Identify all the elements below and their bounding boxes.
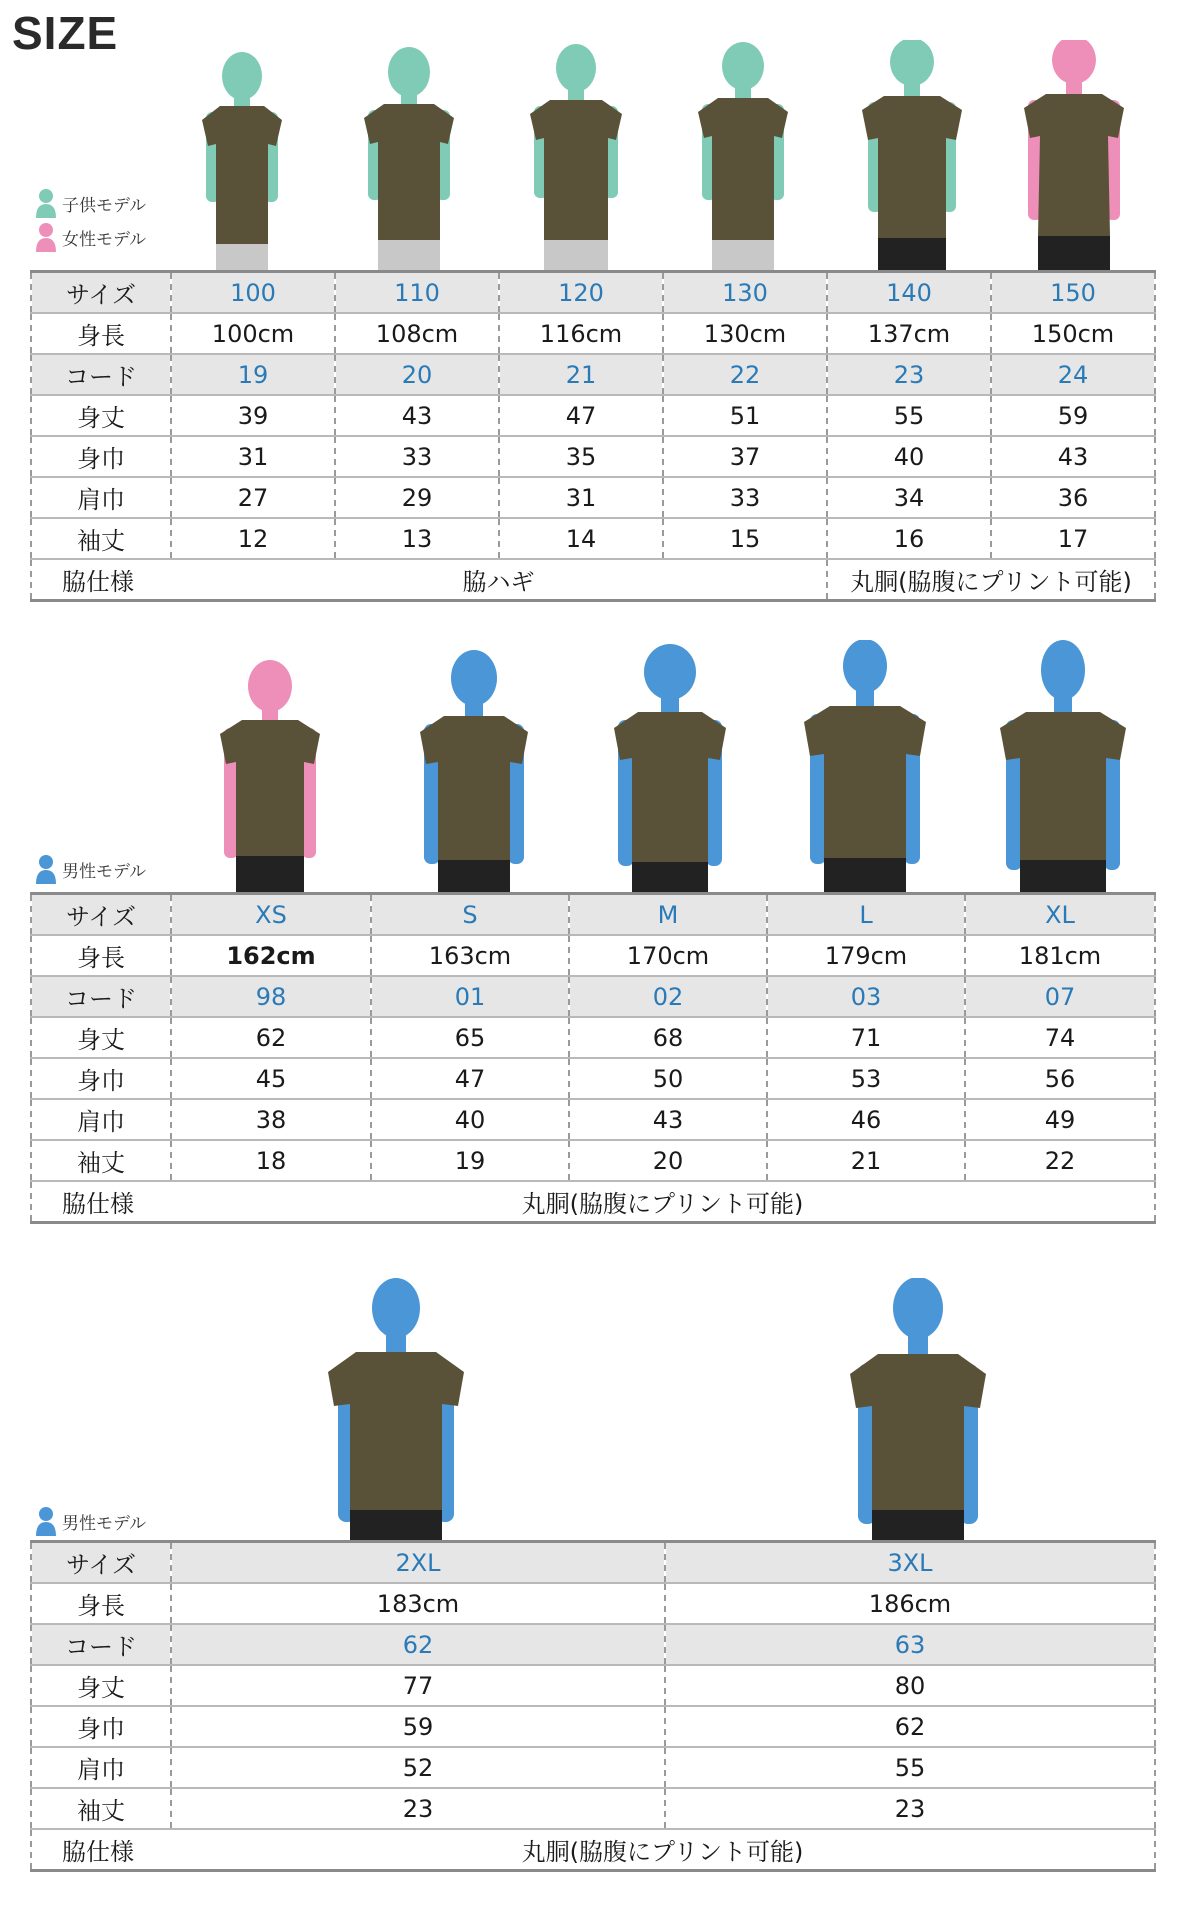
- legend-male-label: 男性モデル: [62, 861, 147, 882]
- table-row-side: [31, 1829, 1155, 1871]
- width-cell: 40: [827, 436, 991, 477]
- size-table-large: [30, 1540, 1156, 1872]
- code-cell: 19: [171, 354, 335, 395]
- legend-kid-label: 子供モデル: [62, 195, 147, 216]
- shoulder-cell: 40: [371, 1099, 569, 1140]
- size-cell: L: [767, 894, 965, 936]
- size-cell: 140: [827, 272, 991, 314]
- height-cell: 100cm: [171, 313, 335, 354]
- sleeve-cell: 13: [335, 518, 499, 559]
- model-figure-140: [860, 40, 964, 270]
- shoulder-cell: 36: [991, 477, 1155, 518]
- table-row-size: [31, 1542, 1155, 1584]
- row-label-sleeve: 袖丈: [31, 1788, 171, 1829]
- shoulder-cell: 43: [569, 1099, 767, 1140]
- row-label-shoulder: 肩巾: [31, 1099, 171, 1140]
- sleeve-cell: 22: [965, 1140, 1155, 1181]
- row-label-width: 身巾: [31, 1706, 171, 1747]
- width-cell: 43: [991, 436, 1155, 477]
- shoulder-cell: 29: [335, 477, 499, 518]
- row-label-length: 身丈: [31, 1665, 171, 1706]
- height-cell: 179cm: [767, 935, 965, 976]
- table-row-side: [31, 559, 1155, 601]
- length-cell: 59: [991, 395, 1155, 436]
- height-cell: 137cm: [827, 313, 991, 354]
- width-cell: 53: [767, 1058, 965, 1099]
- row-label-code: コード: [31, 1624, 171, 1665]
- side-spec: 丸胴(脇腹にプリント可能): [171, 1829, 1155, 1871]
- size-cell: 3XL: [665, 1542, 1155, 1584]
- table-row-shoulder: [31, 1747, 1155, 1788]
- row-label-length: 身丈: [31, 1017, 171, 1058]
- height-cell: 170cm: [569, 935, 767, 976]
- table-row-shoulder: [31, 1099, 1155, 1140]
- side-spec: 丸胴(脇腹にプリント可能): [171, 1181, 1155, 1223]
- model-figure-XL: [998, 640, 1128, 892]
- size-table-adult: [30, 892, 1156, 1224]
- table-row-sleeve: [31, 1788, 1155, 1829]
- model-figure-150: [1022, 40, 1126, 270]
- shoulder-cell: 31: [499, 477, 663, 518]
- size-cell: 130: [663, 272, 827, 314]
- row-label-height: 身長: [31, 1583, 171, 1624]
- row-label-height: 身長: [31, 313, 171, 354]
- sleeve-cell: 16: [827, 518, 991, 559]
- adult-model-photos: [0, 640, 1200, 892]
- height-cell: 150cm: [991, 313, 1155, 354]
- width-cell: 47: [371, 1058, 569, 1099]
- sleeve-cell: 12: [171, 518, 335, 559]
- table-row-height: [31, 935, 1155, 976]
- length-cell: 80: [665, 1665, 1155, 1706]
- kids-model-photos: [0, 40, 1200, 270]
- sleeve-cell: 23: [171, 1788, 665, 1829]
- table-row-code: [31, 976, 1155, 1017]
- model-figure-2XL: [326, 1278, 466, 1540]
- row-label-code: コード: [31, 354, 171, 395]
- row-label-side: 脇仕様: [31, 1829, 171, 1871]
- table-row-sleeve: [31, 518, 1155, 559]
- row-label-height: 身長: [31, 935, 171, 976]
- height-cell: 116cm: [499, 313, 663, 354]
- shoulder-cell: 46: [767, 1099, 965, 1140]
- side-spec-a: 脇ハギ: [171, 559, 827, 601]
- table-row-size: [31, 272, 1155, 314]
- height-cell: 108cm: [335, 313, 499, 354]
- length-cell: 71: [767, 1017, 965, 1058]
- code-cell: 03: [767, 976, 965, 1017]
- legend-female-label: 女性モデル: [62, 229, 147, 250]
- size-table-kids: [30, 270, 1156, 602]
- length-cell: 47: [499, 395, 663, 436]
- table-row-length: [31, 1017, 1155, 1058]
- shoulder-cell: 52: [171, 1747, 665, 1788]
- row-label-size: サイズ: [31, 1542, 171, 1584]
- shoulder-cell: 55: [665, 1747, 1155, 1788]
- height-cell: 181cm: [965, 935, 1155, 976]
- code-cell: 62: [171, 1624, 665, 1665]
- length-cell: 55: [827, 395, 991, 436]
- row-label-sleeve: 袖丈: [31, 518, 171, 559]
- code-cell: 63: [665, 1624, 1155, 1665]
- sleeve-cell: 14: [499, 518, 663, 559]
- length-cell: 62: [171, 1017, 371, 1058]
- row-label-width: 身巾: [31, 436, 171, 477]
- model-figure-110: [362, 40, 456, 270]
- size-cell: 110: [335, 272, 499, 314]
- length-cell: 77: [171, 1665, 665, 1706]
- shoulder-cell: 38: [171, 1099, 371, 1140]
- table-row-length: [31, 395, 1155, 436]
- code-cell: 21: [499, 354, 663, 395]
- sleeve-cell: 23: [665, 1788, 1155, 1829]
- size-cell: 100: [171, 272, 335, 314]
- width-cell: 59: [171, 1706, 665, 1747]
- table-row-width: [31, 1058, 1155, 1099]
- model-figure-S: [418, 640, 530, 892]
- size-cell: 150: [991, 272, 1155, 314]
- sleeve-cell: 18: [171, 1140, 371, 1181]
- row-label-code: コード: [31, 976, 171, 1017]
- side-spec-b: 丸胴(脇腹にプリント可能): [827, 559, 1155, 601]
- row-label-shoulder: 肩巾: [31, 477, 171, 518]
- sleeve-cell: 19: [371, 1140, 569, 1181]
- table-row-length: [31, 1665, 1155, 1706]
- code-cell: 07: [965, 976, 1155, 1017]
- height-cell: 163cm: [371, 935, 569, 976]
- model-figure-XS: [218, 652, 322, 892]
- row-label-length: 身丈: [31, 395, 171, 436]
- length-cell: 65: [371, 1017, 569, 1058]
- height-cell: 183cm: [171, 1583, 665, 1624]
- row-label-size: サイズ: [31, 272, 171, 314]
- table-row-code: [31, 1624, 1155, 1665]
- legend-male-label: 男性モデル: [62, 1513, 147, 1534]
- length-cell: 39: [171, 395, 335, 436]
- row-label-width: 身巾: [31, 1058, 171, 1099]
- size-cell: M: [569, 894, 767, 936]
- length-cell: 74: [965, 1017, 1155, 1058]
- shoulder-cell: 34: [827, 477, 991, 518]
- table-row-shoulder: [31, 477, 1155, 518]
- width-cell: 37: [663, 436, 827, 477]
- row-label-side: 脇仕様: [31, 559, 171, 601]
- code-cell: 98: [171, 976, 371, 1017]
- width-cell: 35: [499, 436, 663, 477]
- length-cell: 43: [335, 395, 499, 436]
- length-cell: 51: [663, 395, 827, 436]
- code-cell: 23: [827, 354, 991, 395]
- table-row-sleeve: [31, 1140, 1155, 1181]
- sleeve-cell: 20: [569, 1140, 767, 1181]
- table-row-side: [31, 1181, 1155, 1223]
- large-model-photos: [0, 1278, 1200, 1540]
- size-cell: 2XL: [171, 1542, 665, 1584]
- code-cell: 24: [991, 354, 1155, 395]
- row-label-side: 脇仕様: [31, 1181, 171, 1223]
- model-figure-M: [612, 640, 728, 892]
- page-title: SIZE: [12, 7, 119, 59]
- size-cell: XL: [965, 894, 1155, 936]
- width-cell: 62: [665, 1706, 1155, 1747]
- code-cell: 20: [335, 354, 499, 395]
- code-cell: 01: [371, 976, 569, 1017]
- length-cell: 68: [569, 1017, 767, 1058]
- table-row-height: [31, 1583, 1155, 1624]
- model-figure-100: [200, 40, 284, 270]
- table-row-size: [31, 894, 1155, 936]
- row-label-size: サイズ: [31, 894, 171, 936]
- size-cell: XS: [171, 894, 371, 936]
- shoulder-cell: 27: [171, 477, 335, 518]
- table-row-width: [31, 1706, 1155, 1747]
- code-cell: 02: [569, 976, 767, 1017]
- shoulder-cell: 33: [663, 477, 827, 518]
- table-row-width: [31, 436, 1155, 477]
- size-cell: 120: [499, 272, 663, 314]
- model-figure-120: [528, 40, 624, 270]
- model-figure-3XL: [848, 1278, 988, 1540]
- table-row-height: [31, 313, 1155, 354]
- width-cell: 33: [335, 436, 499, 477]
- sleeve-cell: 17: [991, 518, 1155, 559]
- shoulder-cell: 49: [965, 1099, 1155, 1140]
- model-figure-130: [696, 40, 790, 270]
- code-cell: 22: [663, 354, 827, 395]
- width-cell: 50: [569, 1058, 767, 1099]
- height-cell: 186cm: [665, 1583, 1155, 1624]
- width-cell: 45: [171, 1058, 371, 1099]
- sleeve-cell: 21: [767, 1140, 965, 1181]
- width-cell: 56: [965, 1058, 1155, 1099]
- row-label-shoulder: 肩巾: [31, 1747, 171, 1788]
- table-row-code: [31, 354, 1155, 395]
- height-cell: 130cm: [663, 313, 827, 354]
- row-label-sleeve: 袖丈: [31, 1140, 171, 1181]
- height-cell: 162cm: [171, 935, 371, 976]
- sleeve-cell: 15: [663, 518, 827, 559]
- width-cell: 31: [171, 436, 335, 477]
- size-cell: S: [371, 894, 569, 936]
- kid-figure-icon: [202, 52, 282, 270]
- model-figure-L: [802, 640, 928, 892]
